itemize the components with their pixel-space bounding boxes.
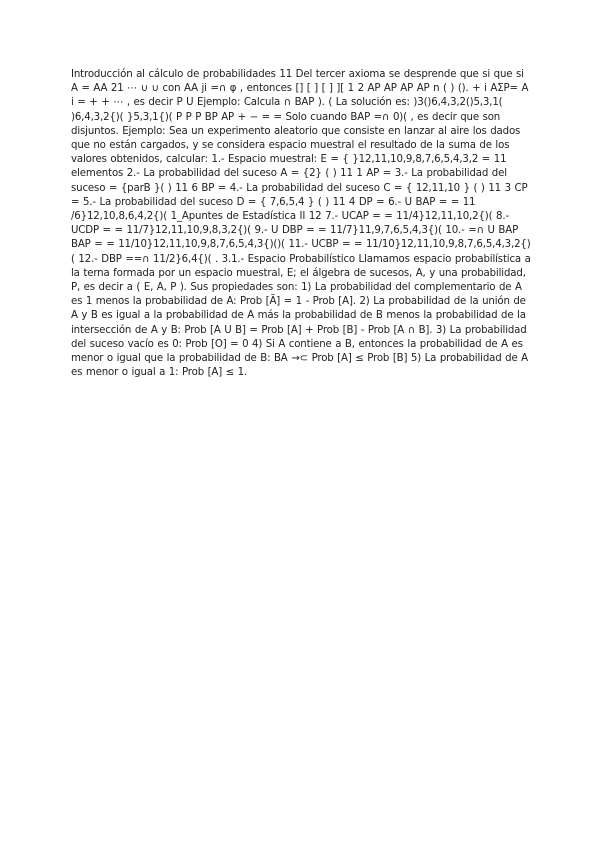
body-paragraph: Introducción al cálculo de probabilidades 11 Del tercer axioma se desprende que si que si A = AA 21 ⋯ ∪ ∪ con AA ji =∩ φ , entonces [] [ ] [ ] ][ 1 2 AP AP AP AP n ( ) (). + i AΣP= A i = + + ⋯ , es decir P U Ejemplo: Calcula ∩ BAP ). ( La solución es: )3()6,4,3,2()5,3,1( )6,4,3,2{)( }5,3,1{)( P P P BP AP + − = = Solo cuando BAP =∩ 0)( , es decir que son disjuntos. Ejemplo: Sea un experimento aleatorio que consiste en lanzar al aire los dados que no están cargados, y se considera espacio muestral el resultado de la suma de los valores obtenidos, calcular: 1.- Espacio muestral: E = { }12,11,10,9,8,7,6,5,4,3,2 = 11 elementos 2.- La probabilidad del suceso A = {2} ( ) 11 1 AP = 3.- La probabilidad del suceso = {parB }( ) 11 6 BP = 4.- La probabilidad del suceso C = { 12,11,10 } ( ) 11 3 CP = 5.- La probabilidad del suceso D = { 7,6,5,4 } ( ) 11 4 DP = 6.- U BAP = = 11 /6}12,10,8,6,4,2{)( 1_Apuntes de Estadística II 12 7.- UCAP = = 11/4}12,11,10,2{)( 8.- UCDP = = 11/7}12,11,10,9,8,3,2{)( 9.- U DBP = = 11/7}11,9,7,6,5,4,3{)( 10.- =∩ U BAP BAP = = 11/10}12,11,10,9,8,7,6,5,4,3{)()( 11.- UCBP = = 11/10}12,11,10,9,8,7,6,5,4,3,2{)( 12.- DBP ==∩ 11/2}6,4{)( . 3.1.- Espacio Probabilístico Llamamos espacio probabilística a la terna formada por un espacio muestral, E; el álgebra de sucesos, A, y una probabilidad, P, es decir a ( E, A, P ). Sus propiedades son: 1) La probabilidad del complementario de A es 1 menos la probabilidad de A: Prob [Ã] = 1 - Prob [A]. 2) La probabilidad de la unión de A y B es igual a la probabilidad de A más la probabilidad de B menos la probabilidad de la intersección de A y B: Prob [A U B] = Prob [A] + Prob [B] - Prob [A ∩ B]. 3) La probabilidad del suceso vacío es 0: Prob [O] = 0 4) Si A contiene a B, entonces la probabilidad de A es menor o igual que la probabilidad de B: BA →⊂ Prob [A] ≤ Prob [B] 5) La probabilidad de A es menor o igual a 1: Prob [A] ≤ 1. [71,69,531,379]
